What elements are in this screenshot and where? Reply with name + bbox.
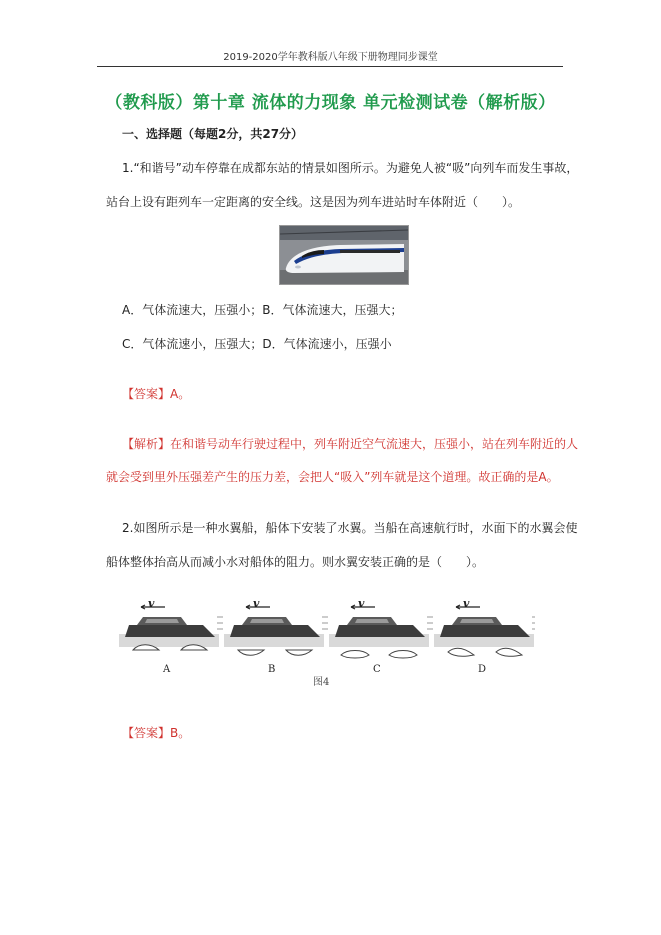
train-photo: [279, 225, 409, 285]
q1-answer: 【答案】A。: [122, 387, 191, 401]
page-header: 2019-2020学年教科版八年级下册物理同步课堂: [223, 52, 438, 63]
figure-label-c: C: [373, 664, 381, 675]
header-divider: [97, 66, 563, 67]
q1-options-ab: A．气体流速大，压强小；B．气体流速大，压强大；: [122, 303, 403, 317]
velocity-label-c: v: [358, 597, 365, 610]
hydrofoil-figure: [117, 597, 535, 692]
q2-text-line1: 2.如图所示是一种水翼船，船体下安装了水翼。当船在高速航行时，水面下的水翼会使: [122, 521, 578, 535]
figure-label-d: D: [478, 664, 487, 675]
velocity-label-b: v: [253, 597, 260, 610]
figure-caption: 图4: [313, 677, 330, 688]
figure-label-b: B: [268, 664, 276, 675]
q1-text-line1: 1.“和谐号”动车停靠在成都东站的情景如图所示。为避免人被“吸”向列车而发生事故，: [122, 161, 579, 175]
q1-analysis-line2: 就会受到里外压强差产生的压力差，会把人“吸入”列车就是这个道理。故正确的是A。: [106, 470, 559, 484]
q2-text-line2: 船体整体抬高从而减小水对船体的阻力。则水翼安装正确的是（ ）。: [106, 555, 485, 569]
document-title: （教科版）第十章 流体的力现象 单元检测试卷（解析版）: [105, 93, 556, 113]
velocity-label-d: v: [463, 597, 470, 610]
section-heading: 一、选择题（每题2分，共27分）: [122, 127, 304, 141]
q1-analysis-line1: 【解析】在和谐号动车行驶过程中，列车附近空气流速大，压强小，站在列车附近的人: [122, 437, 579, 451]
q1-options-cd: C．气体流速小，压强大；D．气体流速小，压强小: [122, 337, 392, 351]
q2-answer: 【答案】B。: [122, 726, 191, 740]
figure-label-a: A: [163, 664, 171, 675]
velocity-label-a: v: [148, 597, 155, 610]
q1-text-line2: 站台上设有距列车一定距离的安全线。这是因为列车进站时车体附近（ ）。: [106, 195, 521, 209]
